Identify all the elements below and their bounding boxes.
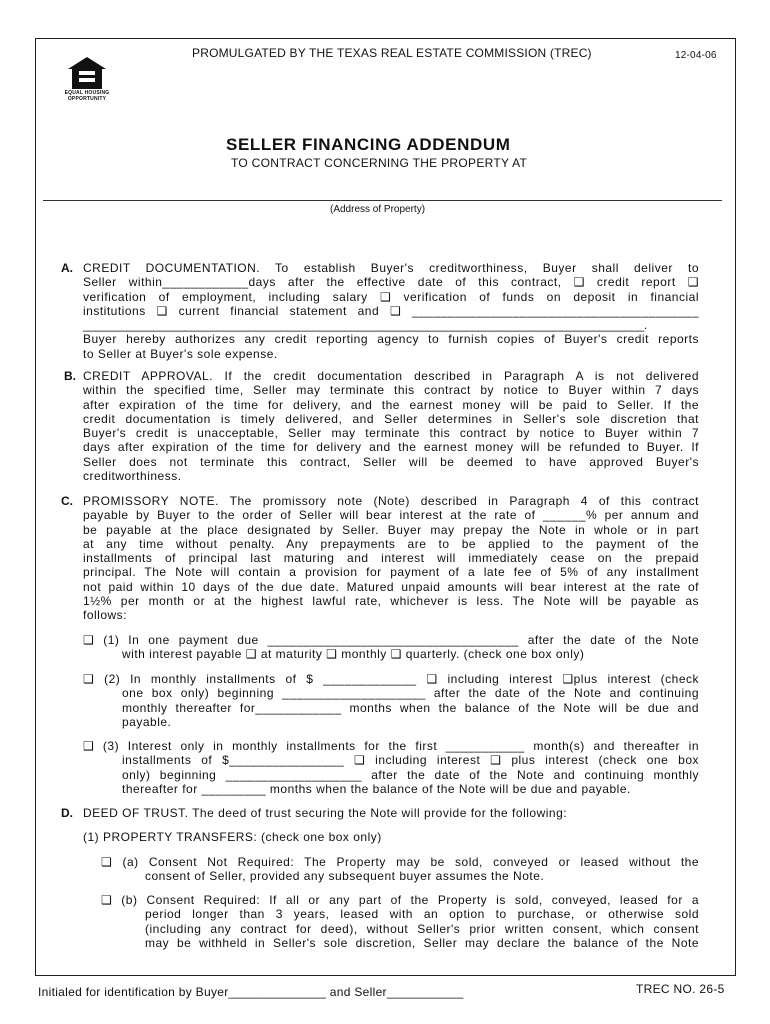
document-subtitle: TO CONTRACT CONCERNING THE PROPERTY AT [231,156,528,170]
logo-caption-2: OPPORTUNITY [67,96,107,102]
consent-b-line: may be withheld in Seller's sole discretion, Seller may declare the balance of the Note [145,935,699,950]
section-b-line: creditworthiness. [83,469,182,484]
section-b-letter: B. [64,369,76,383]
option-3-line: thereafter for _________ months when the balance of the Note will be due and payable. [122,781,631,796]
section-a-line: ________________________________________________________________________________________. [83,318,647,333]
section-b-line: days after expiration of the time for delivery and the earnest money will be refunded to Buyer. If [83,440,699,455]
initials-line: Initialed for identification by Buyer______________ and Seller___________ [38,985,464,999]
option-1-line: with interest payable ❑ at maturity ❑ monthly ❑ quarterly. (check one box only) [122,647,585,662]
section-c-line: be payable at the place designated by Seller. Buyer may prepay the Note in whole or in part [83,522,699,537]
option-2-line: ❑ (2) In monthly installments of $ _____________ ❑ including interest ❑plus interest (check [83,672,699,686]
section-c-line: 1½% per month or at the highest lawful rate, whichever is less. The Note will be payable as [83,594,699,609]
section-a-line: verification of employment, including salary ❑ verification of funds on deposit in financial [83,289,699,304]
consent-b-line: period longer than 3 years, leased with an option to purchase, or otherwise sold [145,907,699,922]
section-c-line: PROMISSORY NOTE. The promissory note (Note) described in Paragraph 4 of this contract [83,494,699,508]
section-c [83,494,699,623]
property-transfers-heading: (1) PROPERTY TRANSFERS: (check one box only) [83,830,382,844]
equal-housing-logo [63,56,111,102]
address-line [43,200,722,201]
section-c-line: at any time without penalty. Any prepayments are to be applied to the payment of the [83,536,699,551]
section-b-line: CREDIT APPROVAL. If the credit documentation described in Paragraph A is not delivered [83,369,699,383]
section-c-line: payable by Buyer to the order of Seller will bear interest at the rate of ______% per annum and [83,508,699,523]
section-c-line: not paid within 10 days of the due date. Matured unpaid amounts will bear interest at the rate of [83,579,699,594]
section-d-line: DEED OF TRUST. The deed of trust securing the Note will provide for the following: [83,806,568,820]
logo-caption-1: EQUAL HOUSING [64,90,110,96]
consent-a-line: consent of Seller, provided any subsequent buyer assumes the Note. [145,869,545,884]
section-b-line: within the specified time, Seller may terminate this contract by notice to Buyer within 7 days [83,383,699,398]
option-2-line: monthly thereafter for____________ months when the balance of the Note will be due and [122,700,699,715]
section-c-line: principal. The Note will contain a provision for payment of a late fee of 5% of any installment [83,565,699,580]
section-a-line: Seller within____________days after the effective date of this contract, ❑ credit report ❑ [83,275,699,290]
form-date: 12-04-06 [675,50,717,61]
consent-required [101,893,699,950]
option-3-line: installments of $________________ ❑ including interest ❑ plus interest (check one box [122,753,699,768]
section-c-line: follows: [83,608,128,623]
section-c-line: installments of principal last maturing and interest will immediately cease on the prepaid [83,551,699,566]
section-b-line: Seller does not terminate this contract, Seller will be deemed to have approved Buyer's [83,454,699,469]
option-3-line: ❑ (3) Interest only in monthly installments for the first ___________ month(s) and thereafter in [83,739,699,753]
option-2-line: payable. [122,714,172,729]
section-b-line: credit documentation is timely delivered, and Seller determines in Seller's sole discretion that [83,411,699,426]
section-b-line: Buyer's credit is unacceptable, Seller may terminate this contract by notice to Buyer within 7 [83,426,699,441]
option-2-line: one box only) beginning ____________________ after the date of the Note and continuing [122,686,699,701]
payment-option-1 [83,633,699,662]
document-title: SELLER FINANCING ADDENDUM [226,135,511,154]
payment-option-2 [83,672,699,729]
consent-b-line: ❑ (b) Consent Required: If all or any part of the Property is sold, conveyed, leased for a [101,893,699,907]
promulgated-line: PROMULGATED BY THE TEXAS REAL ESTATE COMMISSION (TREC) [192,46,592,60]
section-a-line: CREDIT DOCUMENTATION. To establish Buyer's creditworthiness, Buyer shall deliver to [83,261,699,275]
consent-a-line: ❑ (a) Consent Not Required: The Property may be sold, conveyed or leased without the [101,855,699,869]
consent-b-line: (including any contract for deed), without Seller's prior written consent, which consent [145,921,699,936]
section-a-letter: A. [61,261,73,275]
section-c-letter: C. [61,494,73,508]
option-3-line: only) beginning ___________________ after the date of the Note and continuing monthly [122,767,699,782]
section-a-line: institutions ❑ current financial statement and ❑ ________________________________________ [83,303,699,318]
payment-option-3 [83,739,699,796]
house-icon [67,56,107,90]
section-b [83,369,699,483]
option-1-line: ❑ (1) In one payment due ___________________________________ after the date of the Note [83,633,699,647]
section-a [83,261,699,361]
form-number: TREC NO. 26-5 [636,982,725,996]
section-b-line: after expiration of the time for delivery, and the earnest money will be paid to Seller. If the [83,397,699,412]
consent-not-required [101,855,699,884]
address-caption: (Address of Property) [330,204,426,215]
section-d-letter: D. [61,806,73,820]
section-a-line: Buyer hereby authorizes any credit reporting agency to furnish copies of Buyer's credit reports [83,332,699,347]
section-a-line: to Seller at Buyer's sole expense. [83,346,278,361]
